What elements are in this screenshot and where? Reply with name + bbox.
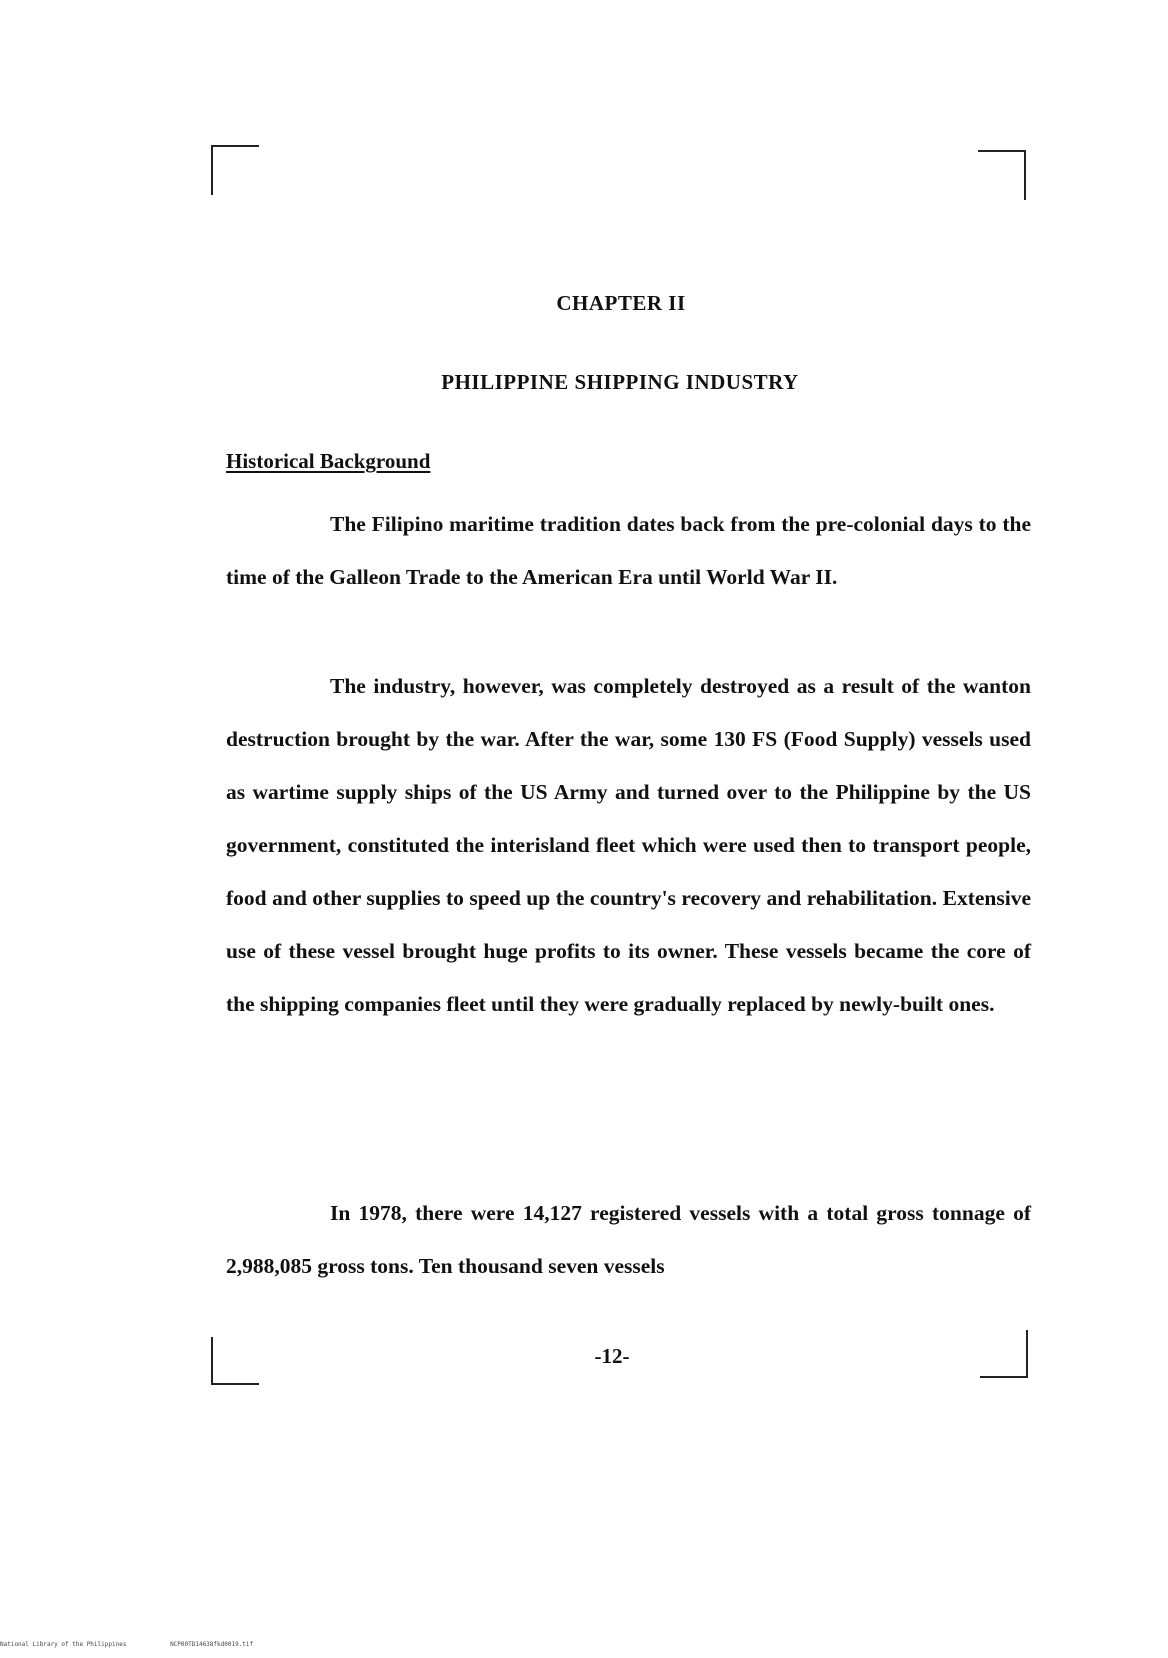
scan-footer (0, 1641, 293, 1648)
paragraph: The industry, however, was completely destroyed as a result of the wanton destruction brought by the war. After the war, some 130 FS (Food Supply) vessels used as wartime supply ships of the US Army and turned over to the Philippine by the US government, constituted the interisland fleet which were used then to transport people, food and other supplies to speed up the country's recovery and rehabilitation. Extensive use of these vessel brought huge profits to its owner. These vessels became the core of the shipping companies fleet until they were gradually replaced by newly-built ones. (226, 674, 1031, 1016)
paragraph: The Filipino maritime tradition dates back from the pre-colonial days to the time of the Galleon Trade to the American Era until World War II. (226, 512, 1031, 589)
chapter-heading: CHAPTER II (556, 291, 686, 315)
page-number: -12- (594, 1344, 630, 1368)
crop-mark-top-left (211, 145, 259, 195)
section-heading: Historical Background (226, 449, 431, 473)
crop-mark-top-right (978, 150, 1026, 200)
footer-file-id: NCP00TD14638fkd0019.tif (170, 1641, 254, 1648)
footer-library: National Library of the Philippines (0, 1641, 127, 1648)
paragraph: In 1978, there were 14,127 registered vessels with a total gross tonnage of 2,988,085 gross tons. Ten thousand seven vessels (226, 1201, 1031, 1278)
chapter-title: PHILIPPINE SHIPPING INDUSTRY (441, 370, 799, 394)
